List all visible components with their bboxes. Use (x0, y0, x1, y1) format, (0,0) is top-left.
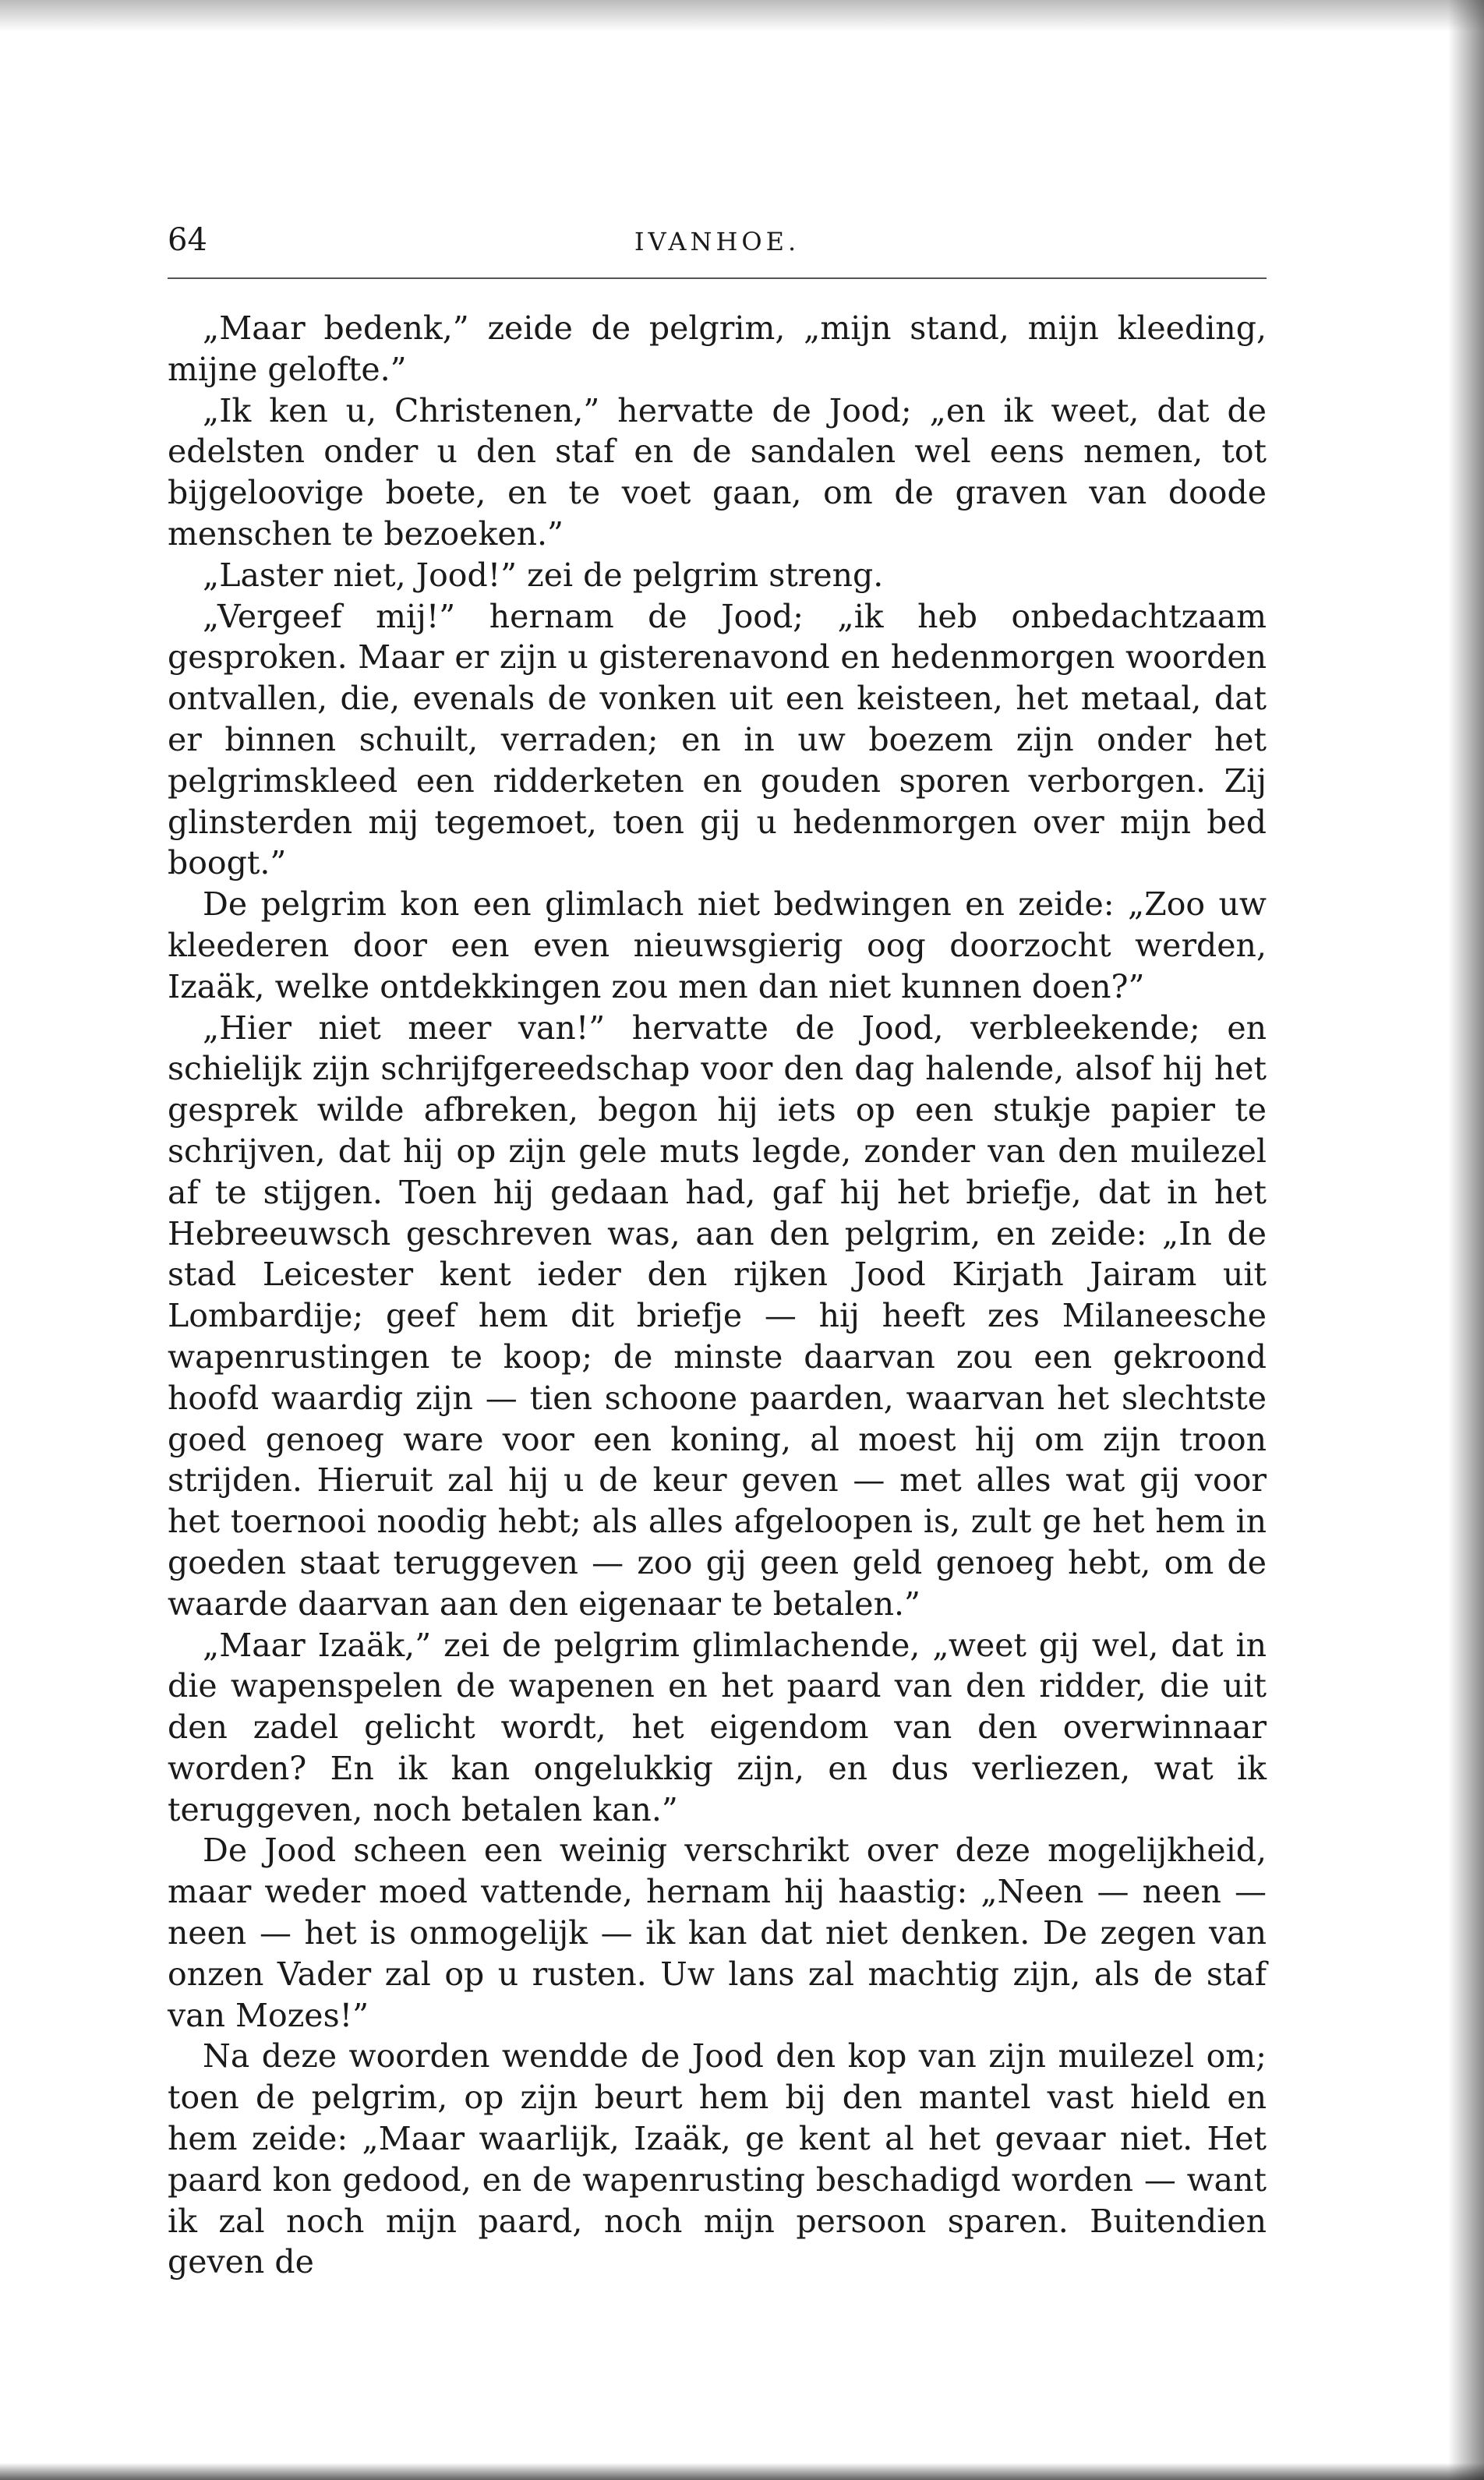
header-rule (168, 277, 1267, 279)
paragraph: Na deze woorden wendde de Jood den kop van zijn muilezel om; toen de pelgrim, op zijn beurt hem bij den mantel vast hield en hem zeide: „Maar waarlijk, Izaäk, ge kent al het gevaar niet. Het paard kon gedood, en de wapenrusting beschadigd worden — want ik zal noch mijn paard, noch mijn persoon sparen. Buitendien geven de (168, 2037, 1267, 2281)
running-title: IVANHOE. (634, 227, 800, 256)
paragraph: „Maar bedenk,” zeide de pelgrim, „mijn stand, mijn kleeding, mijne gelofte.” (168, 309, 1267, 388)
page-header (168, 222, 1267, 269)
scan-edge-bottom (0, 2463, 1484, 2480)
paragraph: De pelgrim kon een glimlach niet bedwingen en zeide: „Zoo uw kleederen door een even nieuwsgierig oog doorzocht werden, Izaäk, welke ontdekkingen zou men dan niet kunnen doen?” (168, 885, 1267, 1005)
scan-edge-right (1448, 0, 1484, 2480)
paragraph: „Hier niet meer van!” hervatte de Jood, verbleekende; en schielijk zijn schrijfgereedschap voor den dag halende, alsof hij het gesprek wilde afbreken, begon hij iets op een stukje papier te schrijven, dat hij op zijn gele muts legde, zonder van den muilezel af te stijgen. Toen hij gedaan had, gaf hij het briefje, dat in het Hebreeuwsch geschreven was, aan den pelgrim, en zeide: „In de stad Leicester kent ieder den rijken Jood Kirjath Jairam uit Lombardije; geef hem dit briefje — hij heeft zes Milaneesche wapenrustingen te koop; de minste daarvan zou een gekroond hoofd waardig zijn — tien schoone paarden, waarvan het slechtste goed genoeg ware voor een koning, al moest hij om zijn troon strijden. Hieruit zal hij u de keur geven — met alles wat gij voor het toernooi noodig hebt; als alles afgeloopen is, zult ge het hem in goeden staat teruggeven — zoo gij geen geld genoeg hebt, om de waarde daarvan aan den eigenaar te betalen.” (168, 1009, 1267, 1623)
body-text (168, 308, 1267, 2283)
page-number: 64 (168, 222, 207, 258)
paragraph: De Jood scheen een weinig verschrikt over deze mogelijkheid, maar weder moed vattende, hernam hij haastig: „Neen — neen — neen — het is onmogelijk — ik kan dat niet denken. De zegen van onzen Vader zal op u rusten. Uw lans zal machtig zijn, als de staf van Mozes!” (168, 1832, 1267, 2034)
paragraph: „Maar Izaäk,” zei de pelgrim glimlachende, „weet gij wel, dat in die wapenspelen de wapenen en het paard van den ridder, die uit den zadel gelicht wordt, het eigendom van den overwinnaar worden? En ik kan ongelukkig zijn, en dus verliezen, wat ik teruggeven, noch betalen kan.” (168, 1626, 1267, 1828)
paragraph: „Vergeef mij!” hernam de Jood; „ik heb onbedachtzaam gesproken. Maar er zijn u gisterenavond en hedenmorgen woorden ontvallen, die, evenals de vonken uit een keisteen, het metaal, dat er binnen schuilt, verraden; en in uw boezem zijn onder het pelgrimskleed een ridderketen en gouden sporen verborgen. Zij glinsterden mij tegemoet, toen gij u hedenmorgen over mijn bed boogt.” (168, 597, 1267, 882)
paragraph: „Laster niet, Jood!” zei de pelgrim streng. (203, 556, 884, 594)
scan-edge-top (0, 0, 1484, 31)
paragraph: „Ik ken u, Christenen,” hervatte de Jood; „en ik weet, dat de edelsten onder u den staf en de sandalen wel eens nemen, tot bijgeloovige boete, en te voet gaan, om de graven van doode menschen te bezoeken.” (168, 391, 1267, 553)
